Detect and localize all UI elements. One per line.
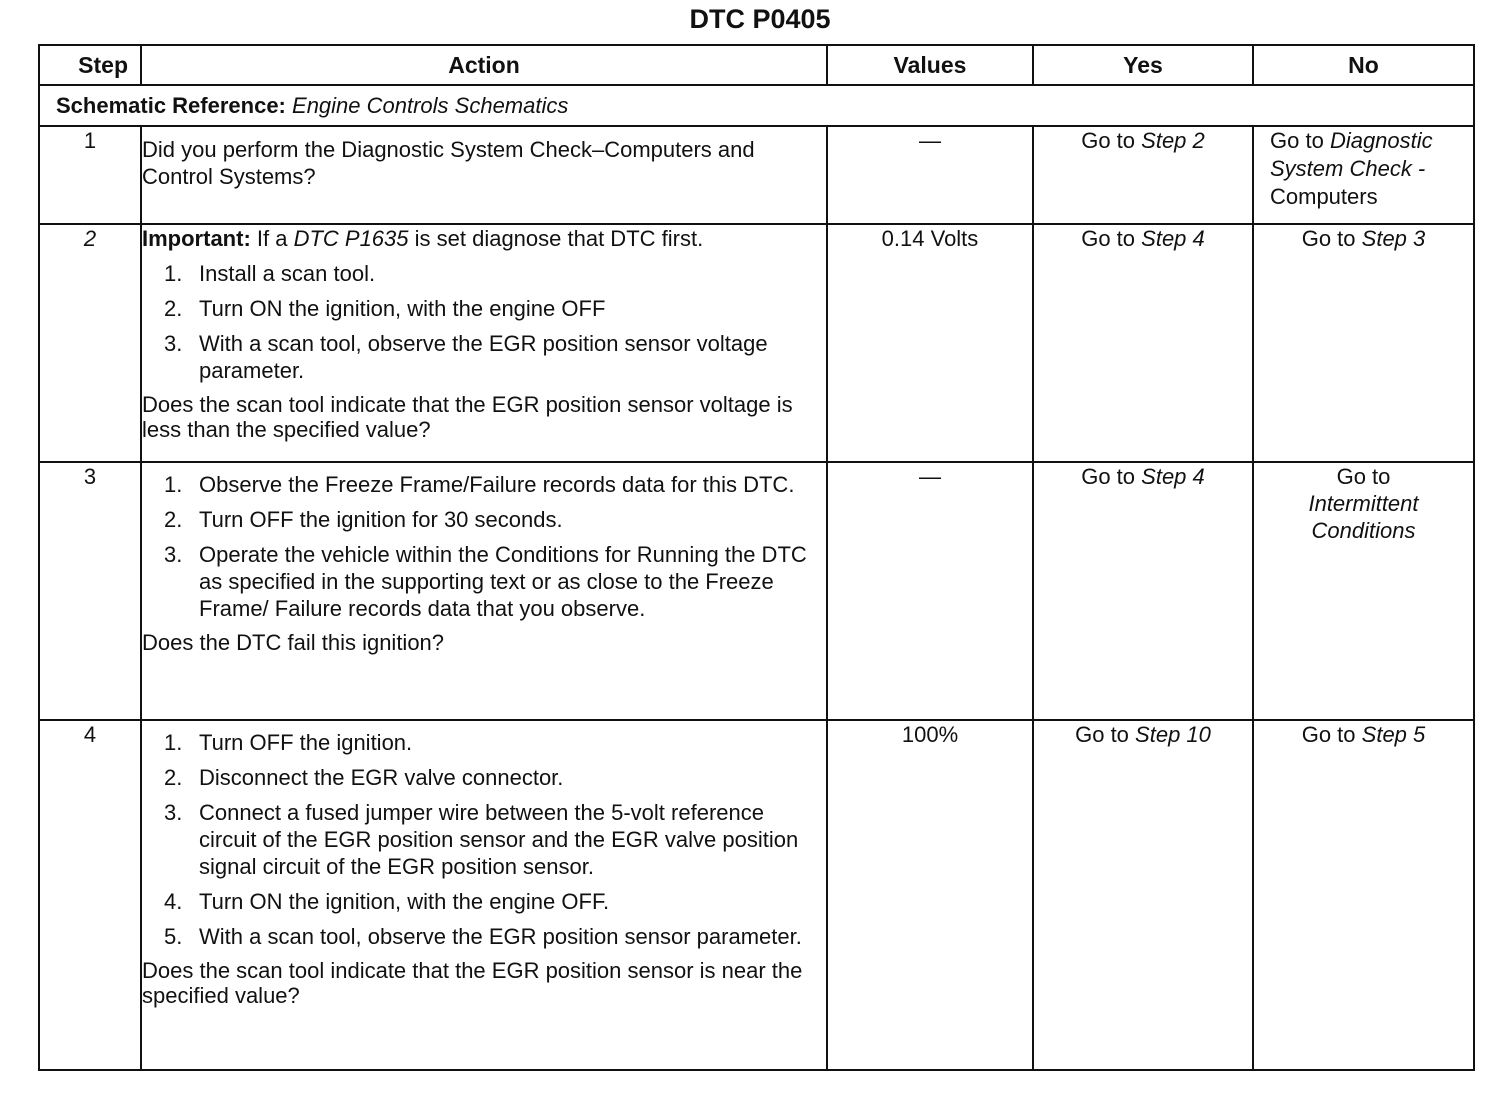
step-number: 1: [39, 126, 141, 224]
table-row-step-4: [39, 720, 1474, 1070]
action-question: Does the scan tool indicate that the EGR position sensor voltage is less than the specified value?: [142, 392, 793, 442]
no-cell: [1253, 462, 1474, 720]
action-question: Does the scan tool indicate that the EGR position sensor is near the specified value?: [142, 958, 803, 1008]
action-step-item: 4. Turn ON the ignition, with the engine OFF.: [164, 889, 610, 914]
no-prefix: Go to: [1270, 128, 1324, 153]
action-step-text: Install a scan tool.: [199, 261, 376, 286]
step-number: 3: [39, 462, 141, 720]
yes-cell: [1033, 224, 1253, 462]
action-step-text: Connect a fused jumper wire between the 5-volt reference circuit of the EGR position sensor and the EGR valve position signal circuit of the EGR position sensor.: [199, 800, 799, 879]
important-note: [142, 225, 826, 252]
no-target: Step 3: [1361, 226, 1426, 251]
yes-cell: [1033, 126, 1253, 224]
no-prefix: Go to: [1301, 226, 1356, 251]
no-prefix: Go to: [1301, 722, 1356, 747]
yes-cell: [1033, 720, 1253, 1070]
schematic-reference-label: Schematic Reference:: [56, 93, 286, 118]
value-cell: —: [827, 126, 1033, 224]
action-step-item: 3. Operate the vehicle within the Conditions for Running the DTC as specified in the supporting text or as close to the Freeze Frame/ Failure records data that you observe.: [164, 542, 807, 621]
step-number: 2: [39, 224, 141, 462]
action-steps: [142, 471, 826, 622]
action-steps: [142, 260, 826, 384]
no-suffix: Computers: [1270, 184, 1378, 209]
action-step-item: 2. Turn ON the ignition, with the engine OFF: [164, 296, 606, 321]
action-step-item: 3. Connect a fused jumper wire between the 5-volt reference circuit of the EGR position sensor and the EGR valve position signal circuit of the EGR position sensor.: [164, 800, 799, 879]
yes-target: Step 4: [1141, 226, 1205, 251]
important-post: is set diagnose that DTC first.: [408, 226, 704, 251]
action-step-text: Turn ON the ignition, with the engine OFF.: [199, 889, 610, 914]
header-no: No: [1253, 45, 1474, 85]
yes-prefix: Go to: [1081, 464, 1136, 489]
table-row-step-1: [39, 126, 1474, 224]
action-step-text: Operate the vehicle within the Conditions for Running the DTC as specified in the supporting text or as close to the Freeze Frame/ Failure records data that you observe.: [199, 542, 807, 621]
no-target: Step 5: [1361, 722, 1426, 747]
action-step-text: With a scan tool, observe the EGR position sensor parameter.: [199, 924, 802, 949]
no-target: Diagnostic System Check -: [1270, 128, 1433, 181]
yes-target: Step 4: [1141, 464, 1205, 489]
action-steps: [142, 729, 826, 950]
yes-target: Step 2: [1141, 128, 1205, 153]
action-step-item: 2. Turn OFF the ignition for 30 seconds.: [164, 507, 563, 532]
action-step-text: Turn OFF the ignition for 30 seconds.: [199, 507, 563, 532]
action-cell: [141, 224, 827, 462]
header-action: Action: [141, 45, 827, 85]
action-cell: [141, 720, 827, 1070]
yes-prefix: Go to: [1081, 226, 1136, 251]
action-step-item: 5. With a scan tool, observe the EGR position sensor parameter.: [164, 924, 802, 949]
yes-prefix: Go to: [1081, 128, 1136, 153]
no-prefix: Go to: [1336, 464, 1391, 489]
action-question: Does the DTC fail this ignition?: [142, 630, 445, 655]
table-row-step-3: [39, 462, 1474, 720]
header-values: Values: [827, 45, 1033, 85]
yes-cell: [1033, 462, 1253, 720]
action-step-text: Turn OFF the ignition.: [199, 730, 413, 755]
yes-target: Step 10: [1135, 722, 1211, 747]
value-cell: —: [827, 462, 1033, 720]
no-target: Intermittent Conditions: [1308, 491, 1419, 543]
value-cell: 100%: [827, 720, 1033, 1070]
important-pre: If a: [250, 226, 294, 251]
diagnostic-table: [38, 44, 1475, 1071]
no-cell: [1253, 126, 1474, 224]
important-label: Important:: [142, 226, 251, 251]
action-cell: [141, 126, 827, 224]
action-step-text: Turn ON the ignition, with the engine OFF: [199, 296, 606, 321]
schematic-reference: [39, 85, 1474, 126]
no-cell: [1253, 720, 1474, 1070]
document-title: DTC P0405: [689, 4, 831, 34]
value-cell: 0.14 Volts: [827, 224, 1033, 462]
step-number: 4: [39, 720, 141, 1070]
action-step-item: 3. With a scan tool, observe the EGR position sensor voltage parameter.: [164, 331, 768, 383]
header-yes: Yes: [1033, 45, 1253, 85]
table-row-step-2: [39, 224, 1474, 462]
important-dtc-code: DTC P1635: [293, 226, 409, 251]
no-cell: [1253, 224, 1474, 462]
schematic-reference-link: Engine Controls Schematics: [292, 93, 569, 118]
action-question: Did you perform the Diagnostic System Check–Computers and Control Systems?: [142, 137, 755, 189]
yes-prefix: Go to: [1075, 722, 1129, 747]
action-cell: [141, 462, 827, 720]
action-step-item: 1. Observe the Freeze Frame/Failure records data for this DTC.: [164, 472, 795, 497]
header-row: [39, 45, 1474, 85]
action-step-item: 1. Install a scan tool.: [164, 261, 376, 286]
action-step-item: 2. Disconnect the EGR valve connector.: [164, 765, 564, 790]
header-step: Step: [39, 45, 141, 85]
action-step-text: With a scan tool, observe the EGR position sensor voltage parameter.: [199, 331, 768, 383]
action-step-text: Observe the Freeze Frame/Failure records data for this DTC.: [199, 472, 795, 497]
schematic-reference-row: [39, 85, 1474, 126]
action-step-text: Disconnect the EGR valve connector.: [199, 765, 564, 790]
action-step-item: 1. Turn OFF the ignition.: [164, 730, 413, 755]
